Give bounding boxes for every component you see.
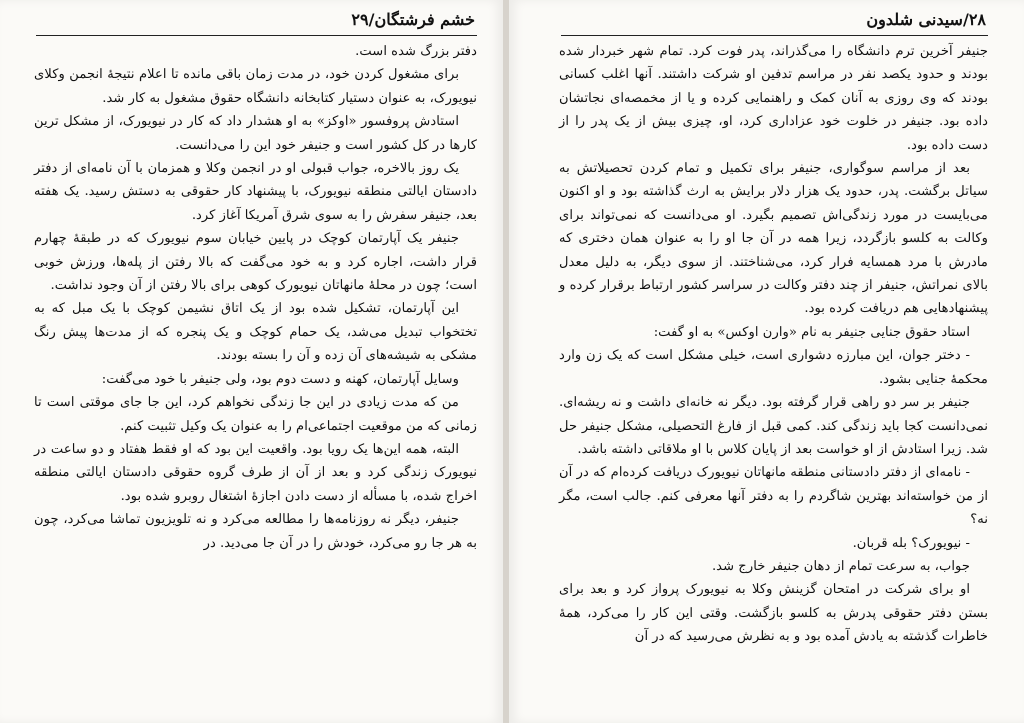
left-paragraph-6: این آپارتمان، تشکیل شده بود از یک اتاق نشیمن کوچک با یک مبل که به تختخواب تبدیل می‌شد، یک حمام کوچک و یک پنجره که از مدت‌ها پیش رنگ مشکی به شیشه‌های آن زده و آن را بسته بودند.: [34, 301, 477, 364]
left-paragraph-3: استادش پروفسور «اوکز» به او هشدار داد که کار در نیویورک، از مشکل ترین کارها در کل کشور است و جنیفر خود این را می‌دانست.: [34, 114, 477, 153]
right-paragraph-5: جنیفر بر سر دو راهی قرار گرفته بود. دیگر نه خانه‌ای داشت و نه ریشه‌ای. نمی‌دانست کجا باید زندگی کند. کمی قبل از فارغ التحصیلی، مشکل جنیفر حل شد. زیرا استادش از او خواست بعد از پایان کلاس با او ملاقاتی داشته باشد.: [559, 395, 988, 457]
right-paragraph-2: بعد از مراسم سوگواری، جنیفر برای تکمیل و تمام کردن تحصیلاتش به سیاتل برگشت. پدر، حدود یک هزار دلار برایش به ارث گذاشته بود و او اکنون می‌بایست در مورد زندگی‌اش تصمیم بگیرد. او می‌دانست که نمی‌تواند برای وکالت به کلسو بازگردد، زیرا همه در آن جا او را به عنوان همان دختری که مادرش با مرد همسایه فرار کرد، می‌شناختند. از سوی دیگر، به دلیل معدل بالای نمراتش، جنیفر از چند دفتر وکالت در سراسر کشور ارتباط برقرار کرده و پیشنهادهایی هم دریافت کرده بود.: [559, 161, 988, 317]
right-page-body: [559, 40, 988, 649]
right-header-rule: [561, 35, 988, 36]
right-page-header: ۲۸/سیدنی شلدون: [866, 10, 986, 29]
right-paragraph-4: - دختر جوان، این مبارزه دشواری است، خیلی مشکل است که یک زن وارد محکمهٔ جنایی بشود.: [559, 348, 988, 387]
left-paragraph-1: دفتر بزرگ شده است.: [355, 44, 477, 59]
left-header-rule: [36, 35, 477, 36]
left-page: [0, 0, 503, 723]
left-page-header: خشم فرشتگان/۲۹: [351, 10, 475, 29]
right-paragraph-6: - نامه‌ای از دفتر دادستانی منطقه مانهاتان نیویورک دریافت کرده‌ام که در آن از من خواسته‌اند بهترین شاگردم را به دفتر آنها معرفی کنم. جالب است، مگر نه؟: [559, 465, 988, 528]
right-paragraph-1: جنیفر آخرین ترم دانشگاه را می‌گذراند، پدر فوت کرد. تمام شهر خبردار شده بودند و حدود یکصد نفر در مراسم تدفین او شرکت داشتند. آنها اغلب کسانی بودند که وی روزی به آنان کمک و راهنمایی کرده و یا از مخمصه‌ای نجاتشان داده بود. جنیفر در خلوت خود عزاداری کرد، او، چیزی بیش از یک پدر را از دست داده بود.: [559, 44, 988, 153]
left-paragraph-10: جنیفر، دیگر نه روزنامه‌ها را مطالعه می‌کرد و نه تلویزیون تماشا می‌کرد، چون به هر جا رو می‌کرد، خودش را در آن جا می‌دید. در: [34, 512, 477, 551]
left-paragraph-8: من که مدت زیادی در این جا زندگی نخواهم کرد، این جا جای موقتی است تا زمانی که من موقعیت اجتماعی‌ام را به عنوان یک وکیل تثبیت کنم.: [34, 395, 477, 434]
left-paragraph-7: وسایل آپارتمان، کهنه و دست دوم بود، ولی جنیفر با خود می‌گفت:: [101, 371, 459, 387]
right-paragraph-9: او برای شرکت در امتحان گزینش وکلا به نیویورک پرواز کرد و بعد برای بستن دفتر حقوقی پدرش به کلسو بازگشت. وقتی این کار را می‌کرد، همهٔ خاطرات گذشته به یادش آمده بود و به نظرش می‌رسید که در آن: [559, 582, 988, 645]
left-paragraph-4: یک روز بالاخره، جواب قبولی او در انجمن وکلا و همزمان با آن نامه‌ای از دفتر دادستان ایالتی منطقه نیویورک، با پیشنهاد کار حقوقی به دستش رسید. یک هفته بعد، جنیفر سفرش را به سوی شرق آمریکا آغاز کرد.: [34, 161, 477, 223]
left-paragraph-9: البته، همه این‌ها یک رویا بود. واقعیت این بود که او فقط هفتاد و دو ساعت در نیویورک زندگی کرد و بعد از آن از طرف گروه حقوقی دادستان ایالتی منطقه اخراج شده، با مسأله از دست دادن اجازهٔ اشتغال روبرو شده بود.: [34, 441, 477, 504]
left-page-body: [34, 40, 477, 555]
left-paragraph-2: برای مشغول کردن خود، در مدت زمان باقی مانده تا اعلام نتیجهٔ انجمن وکلای نیویورک، به عنوان دستیار کتابخانه دانشگاه حقوق مشغول به کار شد.: [34, 67, 477, 106]
right-page: [509, 0, 1024, 723]
right-paragraph-3: استاد حقوق جنایی جنیفر به نام «وارن اوکس» به او گفت:: [653, 324, 970, 340]
left-paragraph-5: جنیفر یک آپارتمان کوچک در پایین خیابان سوم نیویورک که در طبقهٔ چهارم قرار داشت، اجاره کرد و به خود می‌گفت که بالا رفتن از پله‌ها، ورزش خوبی است؛ چون در محلهٔ مانهاتان نیویورک کوهی برای بالا رفتن از آن وجود نداشت.: [34, 231, 477, 294]
right-paragraph-7: - نیویورک؟ بله قربان.: [852, 535, 970, 551]
right-paragraph-8: جواب، به سرعت تمام از دهان جنیفر خارج شد.: [711, 558, 970, 574]
